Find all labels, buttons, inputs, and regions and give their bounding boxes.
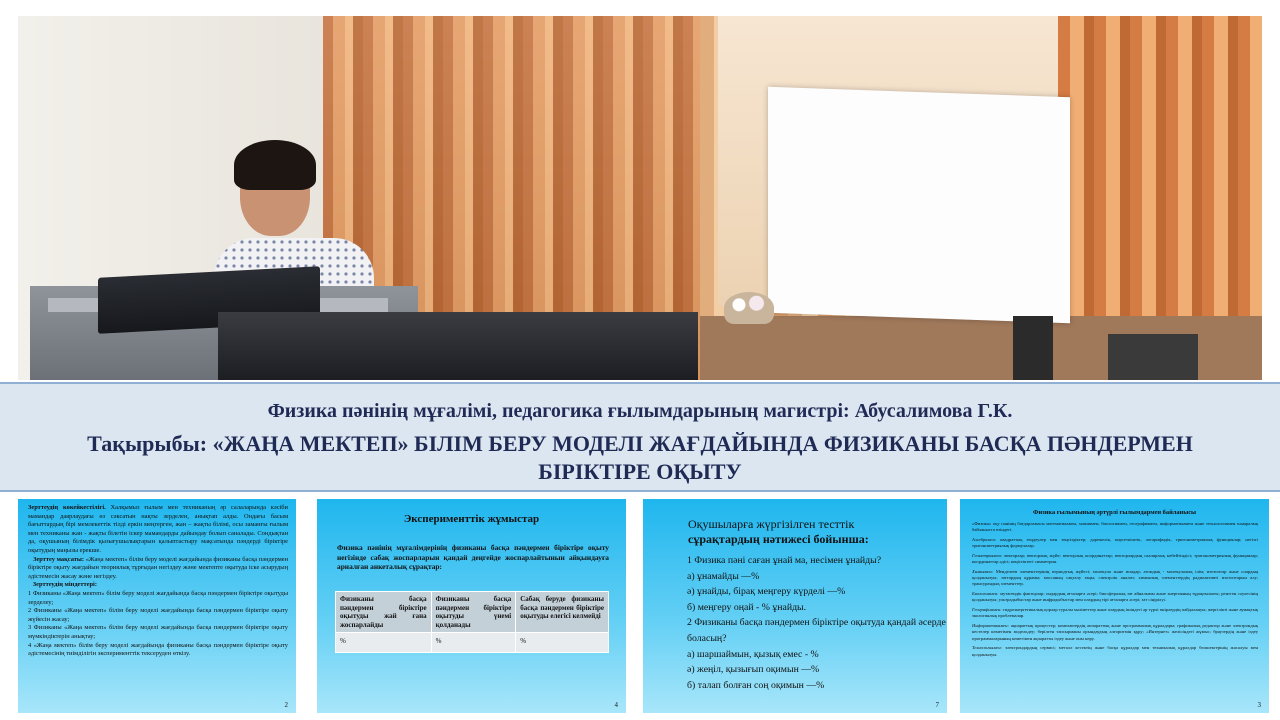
item-text: гидроэнергетикалық қорлар туралы мәліметтер және олардың ішіндегі әр түрлі өнірлердің пайдалануы; жергілікті және аумақтық экологиялық проблемалар. [972, 607, 1258, 619]
list-item [972, 553, 1258, 565]
goal-heading: Зерттеу мақсаты: [33, 555, 85, 563]
list-item: 1 Физика пәні саған ұнай ма, несімен ұнайды? [687, 555, 882, 566]
flower-vase [724, 292, 774, 324]
list-item: ә) ұнайды, бірақ меңгеру күрделі —% [687, 586, 846, 598]
task-item: 3 Физиканы «Жаңа мектеп» білім беру моделі жағдайында басқа пәндермен біріктіре оқыту мүмкіндіктерін анықтау; [28, 624, 288, 640]
goal-paragraph [28, 556, 288, 582]
item-label: Технологиямен: [972, 645, 1003, 651]
slide-test-results [643, 499, 947, 713]
slide-title [688, 517, 928, 547]
item-text: ақпараттық процестер; компьютердің аппараттық және программалық құралдары; графикалық редактор және электрондық кестелер көмегімен модельдеу; берілген тапсырманы орындаудың алгоритмін құру; «Интернет» желісіндегі жұмыс; браузердің және іздеу программаларының көмегімен ақпаратты іздеу және оны көру. [972, 623, 1258, 641]
task-item: 4 «Жаңа мектеп» білім беру моделі жағдайында физиканы басқа пәндермен біріктіре оқыту әдістемесінің тиімділігін эксперименттік тексеруден өткізу. [28, 641, 288, 658]
list-item: а) шаршаймын, қызық емес - % [687, 648, 819, 660]
table-cell: % [516, 633, 609, 653]
list-item: 2 Физиканы басқа пәндермен біріктіре оқытуда қандай әсерде боласың? [687, 617, 946, 644]
table-cell: % [336, 633, 432, 653]
author-line: Физика пәнінің мұғалімі, педагогика ғылымдарының магистрі: Абусалимова Г.К. [267, 400, 1013, 422]
table-cell: % [431, 633, 516, 653]
slide-intro: Физика пәнінің мұғалімдерінің физиканы басқа пәндермен біріктіре оқыту негізінде сабақ жоспарларын қандай деңгейде жоспарлайтынын айқындауға арналған анкеталық сұрақтар: [337, 543, 609, 572]
speaker [1013, 316, 1053, 380]
tasks-heading: Зерттеудің міндеттері: [32, 581, 97, 589]
list-item [972, 645, 1258, 657]
table-row [336, 633, 609, 653]
slide-interdisciplinary-links [960, 499, 1269, 713]
topic-line: Тақырыбы: «ЖАҢА МЕКТЕП» БІЛІМ БЕРУ МОДЕЛІ ЖАҒДАЙЫНДА ФИЗИКАНЫ БАСҚА ПӘНДЕРМЕН БІРІКТІРЕ ОҚЫТУ [87, 431, 1193, 484]
item-text: векторлар; векторлық жүйе; векторлық координаттар; векторлардың скалярлық көбейтіндісі; тригонометриялық функциялар; координаттар әдісі; кеңістіктегі симметрия. [972, 553, 1258, 565]
table-header-cell: Физиканы басқа пәндермен біріктіре оқытуды жай ғана жоспарлайды [336, 592, 432, 633]
slide-intro: «Физика» оқу пәнінің бағдарламасы математикамен, химиямен, биологиямен, географиямен, информатикамен және технологиямен пәнаралық байланыста өзіндегі. [972, 521, 1258, 533]
slide-1-body [28, 504, 288, 659]
slide-title-line-1: Оқушыларға жүргізілген тесттік [688, 517, 855, 531]
list-item [972, 537, 1258, 549]
slide-title-line-2: сұрақтардың нәтижесі бойынша: [688, 532, 869, 546]
classroom-photo [18, 16, 1262, 380]
table-header-row [336, 592, 609, 633]
table-header-cell: Сабақ беруде физиканы басқа пәндермен біріктіре оқытуды елегісі келмейді [516, 592, 609, 633]
relevance-heading: Зерттеудің көкейкестілігі. [28, 504, 106, 511]
list-item: б) талап болған соң оқимын —% [687, 679, 825, 691]
relevance-text: Халқымыз ғылым мен техниканың әр салаларында кәсіби мамандар даярлаудағы өз сәксатын нақты зерделен, анықтап алды. Ондағы басым бағыттардың бірі мемлекеттік тілді еркін меңгерген, жан – жақты білімі, осы заманғы ғылым мен техниканы жан - жақты білетін іскер мамандарды дайындау болып саналады. Сондықтан да, оқушының білімдік қызығушылықтарын қалыптастыру мақсатында пәндерді біріктіре оқытудың маңызы ерекше. [28, 504, 288, 554]
item-text: электрондардың сервисі; металл кесектің және басқа құралдар мен техникалық құралдар бөлшектерінің жасалуы мен қолданылуы. [972, 645, 1258, 657]
relevance-paragraph [28, 504, 288, 556]
list-item [972, 591, 1258, 603]
amplifier [1108, 334, 1198, 380]
podium-desk [218, 312, 698, 380]
page-number: 7 [935, 701, 939, 709]
slide-research-relevance [18, 499, 296, 713]
caption-band [0, 382, 1280, 492]
page-number: 2 [284, 701, 288, 709]
item-text: мутагендік факторлар; ондардың ағзаларға әсері; биосфералық зат айналымы және энергияның тұрақтылығы; рентген сәулесінің қолданылуы; ультрадыбыстар және инфрадыбыстар мен олардың тірі ағзаларға әсері; зат сіңірілуі. [972, 591, 1258, 603]
projector-screen [768, 87, 1070, 324]
slide-title: Эксперименттік жұмыстар [403, 513, 540, 525]
task-item: 2 Физиканы «Жаңа мектеп» білім беру моделі жағдайында басқа пәндермен біріктіре оқыту жүйесін жасау; [28, 607, 288, 623]
goal-text: «Жаңа мектеп» білім беру моделі жағдайында физиканы басқа пәндермен біріктіре оқыту жағдайын теориялық тұрғыдан негіздеу және мектепте оқытуда іске асырудың әдістемесін жасау және негіздеу. [28, 555, 288, 580]
survey-table [335, 591, 609, 653]
page-number: 4 [614, 701, 618, 709]
list-item [972, 623, 1258, 642]
slide-title: Физика ғылымының әртүрлі ғылымдармен байланысы [1032, 509, 1197, 516]
list-item: а) ұнамайды —% [687, 570, 760, 582]
item-label: Геометриямен: [972, 553, 1003, 558]
question-list [687, 553, 947, 693]
item-text: Менделеев элементтерінің периодтық жүйесі; молекула және иондар; атомдық - молекулалық ілім; изотоптар және олардың қолданылуы; заттардың құрамы; массаның сақталу заңы; спектрлік анализ; химиялық элементтердің радиоактивті изотоптарын алу; трансурандық элементтер. [972, 569, 1258, 587]
item-label: Алгебрамен: [972, 537, 997, 542]
table-header-cell: Физиканы басқа пәндермен біріктіре оқытуды үнемі қолданады [431, 592, 516, 633]
list-item: ә) жеңіл, қызығып оқимын —% [687, 664, 820, 676]
item-label: Информатикамен: [972, 623, 1010, 629]
list-item [972, 607, 1258, 619]
slide-experimental-work [317, 499, 626, 713]
item-text: квадраттық теңдеулер мен төңсіздіктер; дәрежелік, көрсеткіштік, логарифмдік, тригонометриялық функциялар; негізгі тригонометриялық формулалар. [972, 537, 1258, 549]
teacher-hair [234, 140, 316, 190]
item-label: Биологиямен: [972, 591, 999, 597]
list-item [972, 569, 1258, 588]
tasks-heading-paragraph [28, 581, 288, 590]
slide-body [972, 521, 1258, 661]
list-item: б) меңгеру оңай - % ұнайды. [687, 601, 807, 613]
page-number: 3 [1257, 701, 1261, 709]
item-label: Географиямен: [972, 607, 1002, 613]
item-label: Химиямен: [972, 569, 994, 574]
task-item: 1 Физиканы «Жаңа мектеп» білім беру моделі жағдайында басқа пәндермен біріктіре оқытуды зерделеу; [28, 589, 288, 606]
